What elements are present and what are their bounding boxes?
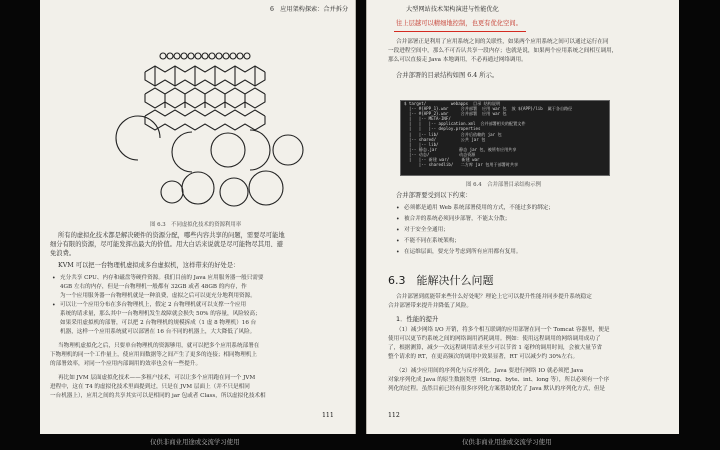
paragraph-line: 整个请求的 RT，在更高频次的调用中效果显著，RT 可以减少约 30%左右。: [388, 354, 579, 360]
figure-hex-rows: [145, 66, 265, 130]
paragraph-line: 一段进程空间中，那么不可否认共享一段内存；也就是说，如果两个应用系统之间相互调用，: [388, 48, 618, 54]
bullet-line: 可以让一个应用分布在多台物理机上，假定 2 台物理机就可以支撑一个应用: [60, 302, 247, 308]
subheading: 1．性能的提升: [396, 315, 439, 323]
terminal-line: | |-- META-INF/: [404, 116, 451, 122]
page-number: 111: [322, 412, 334, 419]
paragraph-line: （1）减少网络 I/O 开销，将多个相互联调的应用部署在同一个 Tomcat 容器里，便是: [396, 327, 610, 333]
list-item: 对于安全全通用；: [404, 227, 449, 233]
highlighted-line: 往上层越可以精细地控制，也更有优化空间。: [396, 20, 522, 27]
paragraph-line: 合并部署的目录结构如图 6.4 所示。: [396, 72, 499, 79]
terminal-line: |-- shared/ 公共 jar 包: [404, 136, 486, 142]
bullet: •: [52, 275, 56, 282]
terminal-line: |-- 动态/ 动态资源: [404, 151, 476, 157]
terminal-line: |-- 静态.jar 静态 jar 包，被所有应用共享: [404, 146, 517, 152]
paragraph-line: 合并部署到底能带来些什么好处呢？理论上它可以提升性能并同步提升系统稳定: [396, 294, 592, 300]
bullet-line: 如果采用虚拟机的部署，可以把 2 台物理机的规模拆成（1 虚 8 物理机）16 台: [60, 320, 257, 326]
paragraph-line: 再比如 JVM 层面虚拟化技术——多租户技术，可以让多个应用跑在同一个 JVM: [58, 375, 256, 381]
terminal-line: | | |-- deploy.properties: [404, 126, 481, 132]
list-item: 被合并的系统必须同步部署，不能太分散；: [404, 216, 511, 222]
bullet: •: [396, 238, 400, 245]
bullet: •: [396, 205, 400, 212]
paragraph-line: 合并部署带来提升并降低了风险。: [388, 303, 472, 309]
terminal-line: | | |-- application.xml 合并部署相关的配置文件: [404, 121, 526, 127]
paragraph-line: 了，根据测算，减少一次远程调用请求至少可以节省 1 毫秒的调用时间，会被大量节省: [388, 345, 603, 351]
bullet-line: 充分共享 CPU、内存和磁盘等硬件资源。我们目前的 Java 应用服务器一般只需要: [60, 275, 264, 281]
left-page: [40, 0, 356, 434]
paragraph-line: 一台机器上），应用之间的共享其实可以是相同的 jar 包或者 Class，所以虚拟化技术相: [50, 393, 266, 399]
terminal-line: $ target/ webapps 目录 结构说明: [404, 101, 501, 106]
paragraph-line: KVM 可以把一台物理机虚拟成多台虚拟机，这样带来的好处是：: [58, 262, 240, 269]
terminal-line: | |-- lib/ 合并后依赖的 jar 包: [404, 131, 502, 137]
resource-utilization-figure: [100, 20, 340, 220]
paragraph-line: 对象序列化成 Java 的原生数据类型（String、byte、int、long 等），所以必须有一个序: [388, 377, 610, 383]
red-underline: [394, 31, 526, 32]
running-header: 大型网站技术架构演进与性能优化: [406, 6, 499, 13]
right-page-edge: [366, 0, 367, 434]
page-number: 112: [388, 412, 400, 419]
figure-caption: 图 6.4 合并部署目录结构示例: [466, 182, 541, 188]
paragraph-line: 列化的过程。虽然目前已经有很多序列化方案帮助优化了 Java 默认的序列化方式，但是: [388, 386, 606, 392]
terminal-line: |-- sharedlib/ 二方库 jar 包用于部署时共享: [404, 162, 519, 168]
paragraph-line: 细分有限的资源，尽可能发挥出最大的价值。用大白话来说就是尽可能物尽其用、避: [50, 241, 283, 248]
bullet-line: 机器，这样一个应用系统就可以部署在 16 台不同的机器上，大大降低了风险。: [60, 329, 256, 335]
bullet: •: [396, 227, 400, 234]
right-page: [366, 0, 679, 434]
running-header: 6 应用架构探索：合并拆分: [270, 6, 349, 13]
terminal-line: | |-- 新建 war/ 新建 war: [404, 157, 480, 163]
figure-top-row: [160, 53, 250, 59]
paragraph-line: 合并部署正是利用了应用系统之间的关联性，如果两个应用系统之间可以通过运行在同: [396, 39, 609, 45]
footer-text: 仅供非商业用途或交流学习使用: [462, 438, 552, 446]
bullet: •: [52, 302, 56, 309]
terminal-line: |-- #{APP_1}.war 合并部署 应用 war 包 放 ${APP}/lib 属于各自路径: [404, 106, 573, 112]
section-heading: 6.3 能解决什么问题: [388, 274, 494, 287]
list-item: 不能不同在系统架构；: [404, 238, 460, 244]
list-item: 在运维层面，要充分考虑到所有应用都有复用。: [404, 249, 522, 255]
list-item: 必须都是通用 Web 系统部署使用的方式，不能过多的绑定；: [404, 205, 554, 211]
figure-circles: [116, 116, 303, 206]
paragraph-line: 进程中，这在 T4 的虚拟化技术里面提到过，只是在 JVM 层面上（并不只是相同: [50, 384, 250, 390]
terminal-screenshot: [400, 100, 610, 176]
paragraph-line: 那么可以直接走 Java 本地调用，不必再通过网络调用。: [388, 57, 527, 63]
footer-text: 仅供非商业用途或交流学习使用: [150, 438, 240, 446]
paragraph-line: 当物理机虚拟化之后，只要单台物理机的资源够用，就可以把多个应用系统部署在: [58, 343, 260, 349]
paragraph-line: 所有的虚拟化技术都是解决硬件的资源分配，哪些内容共享的问题，需要尽可能地: [58, 232, 285, 239]
paragraph-line: 使用可以更节约系统之间的网络调用消耗调用。例如：使用远程调用的网络调用成功了: [388, 336, 601, 342]
left-page-edge: [355, 0, 356, 434]
paragraph-line: 免浪费。: [50, 250, 76, 257]
bullet-line: 为一个应用服务器一台物理机就是一种浪费，虚拟之后可以更充分地利用资源。: [60, 293, 256, 299]
bullet: •: [396, 249, 400, 256]
terminal-line: |-- #{APP_2}.war 合并部署 应用 war 包: [404, 111, 507, 117]
paragraph-line: 下物理机的同一个工作量上，使应用间数据等之间产生了更多的连接；相同物理机上: [50, 352, 257, 358]
bullet-line: 系统的请求量，那么其中一台物理机发生故障就会损失 50% 的容量，风险较高；: [60, 311, 261, 317]
bullet-line: 4GB 左右的内存，但是一台物理机一般都有 32GB 或者 48GB 的内存，作: [60, 284, 247, 290]
figure-caption: 图 6.3 不同虚拟化技术的资源利用率: [150, 222, 242, 228]
paragraph-line: （2）减少应用间的序列化与反序列化。Java 要进行网络 IO 就必须把 Java: [396, 368, 584, 374]
paragraph-line: 的部署效率，对同一个应用内部调用的效率也会有一些提升。: [50, 361, 202, 367]
terminal-line: | |-- lib/: [404, 141, 439, 147]
paragraph-line: 合并部署要受到以下约束：: [396, 192, 472, 199]
bullet: •: [396, 216, 400, 223]
